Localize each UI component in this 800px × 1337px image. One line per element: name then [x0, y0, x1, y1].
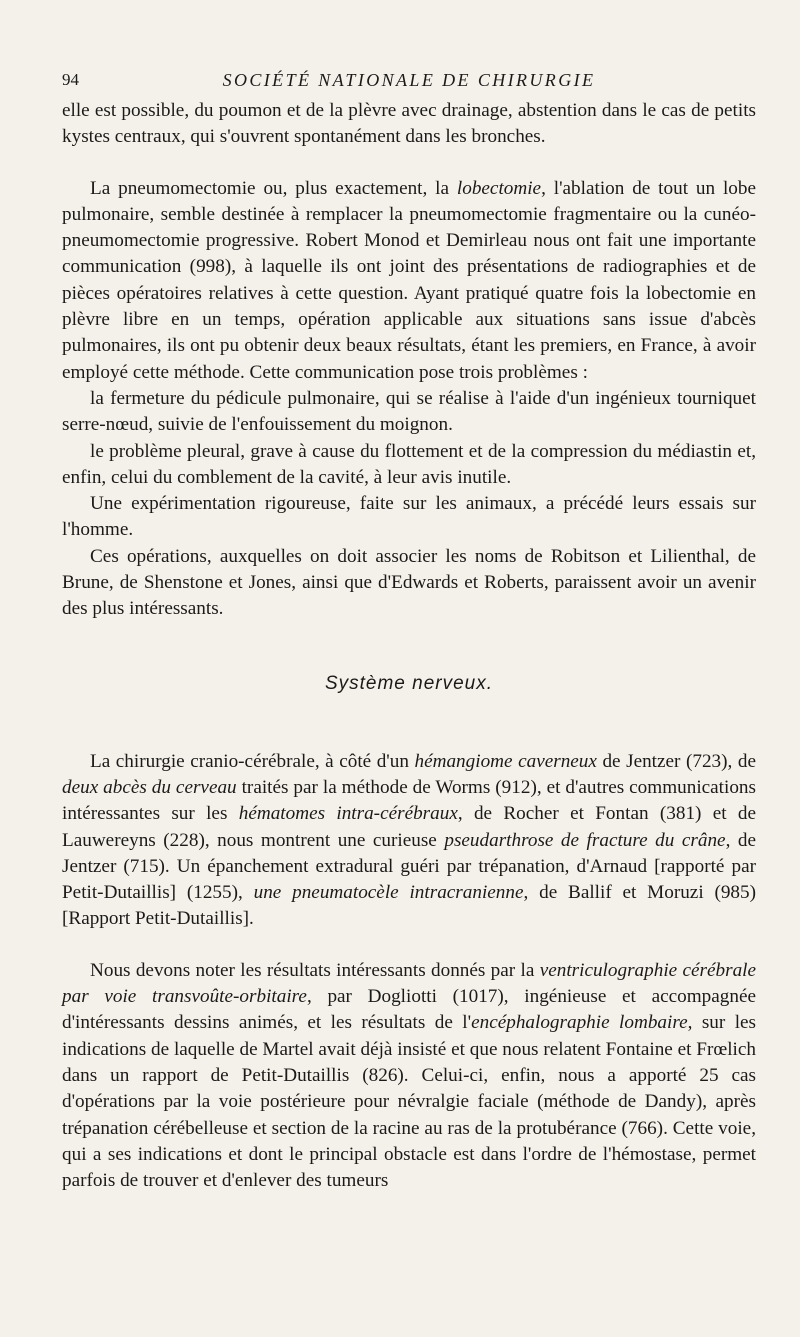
text-run: , sur les indications de laquelle de Martel avait déjà insisté et que nous relatent Fontaine et Frœlich dans un rapport de Petit-Dutaillis (826). Celui-ci, enfin, nous a apporté 25 cas d'opérations par la voie postérieure pour névralgie faciale (méthode de Dandy), après trépanation cérébelleuse et section de la racine au ras de la protubérance (766). Cette voie, qui a ses indications et dont le principal obstacle est dans l'ordre de l'hémostase, permet parfois de trouver et d'enlever des tumeurs — [62, 1012, 757, 1192]
emphasis: ventriculographie cérébrale par voie transvoûte-orbitaire — [62, 959, 757, 1008]
text-run: , de Ballif et Moruzi (985) [Rapport Petit-Dutaillis]. — [62, 882, 757, 930]
paragraph-experimentation: Une expérimentation rigoureuse, faite sur les animaux, a précédé leurs essais sur l'homme. — [62, 493, 756, 541]
page — [62, 68, 756, 1194]
emphasis: hématomes intra-cérébraux — [238, 803, 458, 825]
text-run: , par Dogliotti (1017), ingénieuse et accompagnée d'intéressants dessins animés, et les résultats de l' — [62, 986, 756, 1034]
running-title: SOCIÉTÉ NATIONALE DE CHIRURGIE — [222, 70, 596, 90]
text-run: , de Rocher et Fontan (381) et de Lauwereyns (228), nous montrent une curieuse — [62, 803, 756, 851]
paragraph-operations: Ces opérations, auxquelles on doit associer les noms de Robitson et Lilienthal, de Brune, de Shenstone et Jones, ainsi que d'Edwards et Roberts, paraissent avoir un avenir des plus intéressants. — [62, 545, 756, 620]
emphasis: deux abcès du cerveau — [62, 776, 237, 798]
page-number: 94 — [62, 70, 79, 89]
emphasis: une pneumatocèle intracranienne — [253, 882, 524, 904]
running-head — [62, 68, 756, 98]
paragraph-cranio-cerebrale — [62, 749, 756, 933]
text-run: , de Jentzer (715). Un épanchement extradural guéri par trépanation, d'Arnaud [rapporté par Petit-Dutaillis] (1255), — [62, 829, 756, 904]
paragraph-ventriculographie — [62, 958, 756, 1195]
text-run: , l'ablation de tout un lobe pulmonaire, semble destinée à remplacer la pneumomectomie fragmentaire ou la cunéo-pneumomectomie progressive. Robert Monod et Demirleau nous ont fait une importante communication (998), à laquelle ils ont joint des présentations de radiographies et de pièces opératoires relatives à cette question. Ayant pratiqué quatre fois la lobectomie en plèvre libre en un temps, opération applicable aux situations sans issue d'abcès pulmonaires, ils ont pu obtenir deux beaux résultats, étant les premiers, en France, à avoir employé cette méthode. Cette communication pose trois problèmes : — [62, 177, 756, 383]
paragraph-continuation: elle est possible, du poumon et de la plèvre avec drainage, abstention dans le cas de petits kystes centraux, qui s'ouvrent spontanément dans les bronches. — [62, 100, 756, 148]
paragraph-pedicule: la fermeture du pédicule pulmonaire, qui se réalise à l'aide d'un ingénieux tourniquet serre-nœud, suivie de l'enfouissement du moignon. — [62, 387, 756, 436]
paragraph-lobectomie — [62, 176, 756, 386]
text-run: Nous devons noter les résultats intéressants donnés par la — [90, 959, 540, 981]
emphasis: pseudarthrose de fracture du crâne — [444, 829, 726, 851]
section-heading: Système nerveux. — [324, 672, 494, 694]
emphasis: hémangiome caverneux — [414, 750, 597, 772]
emphasis-lobectomie: lobectomie — [456, 177, 542, 199]
paragraph-pleural: le problème pleural, grave à cause du flottement et de la compression du médiastin et, enfin, celui du comblement de la cavité, à leur avis inutile. — [62, 440, 756, 488]
emphasis: encéphalographie lombaire — [471, 1012, 688, 1034]
text-run: La pneumomectomie ou, plus exactement, la — [90, 177, 457, 199]
text-run: de Jentzer (723), de — [596, 750, 756, 772]
text-run: La chirurgie cranio-cérébrale, à côté d'un — [90, 750, 415, 772]
text-run: traités par la méthode de Worms (912), et d'autres communications intéressantes sur les — [62, 776, 756, 825]
